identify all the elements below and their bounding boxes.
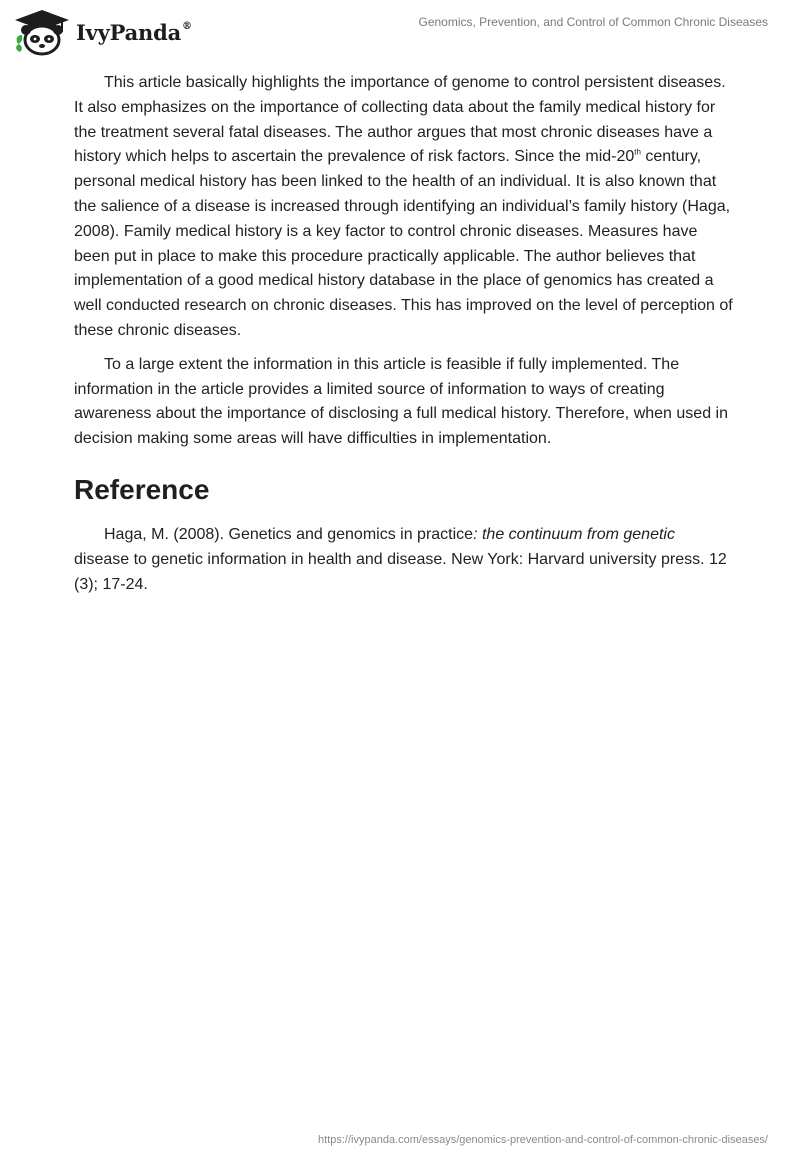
- brand-name: IvyPanda®: [76, 19, 192, 45]
- running-title: Genomics, Prevention, and Control of Common Chronic Diseases: [418, 15, 768, 29]
- paragraph-1: This article basically highlights the importance of genome to control persistent diseases. It also emphasizes on the importance of collecting data about the family medical history for the treatment several fatal diseases. The author argues that most chronic diseases have a history which helps to ascertain the prevalence of risk factors. Since the mid-20th century, personal medical history has been linked to the health of an individual. It is also known that the salience of a disease is increased through identifying an individual’s family history (Haga, 2008). Family medical history is a key factor to control chronic diseases. Measures have been put in place to make this procedure practically applicable. The author believes that implementation of a good medical history database in the place of genomics has created a well conducted research on chronic diseases. This has improved on the level of perception of these chronic diseases.: [74, 74, 733, 339]
- page-header: [0, 0, 800, 60]
- footer-url[interactable]: https://ivypanda.com/essays/genomics-prevention-and-control-of-common-chronic-diseases/: [318, 1134, 768, 1146]
- registered-mark: ®: [182, 20, 192, 32]
- reference-italic-title: : the continuum from genetic: [473, 525, 675, 543]
- essay-content: [74, 71, 734, 606]
- panda-graduate-icon: [14, 8, 70, 56]
- paragraph-2: To a large extent the information in this article is feasible if fully implemented. The information in the article provides a limited source of information to ways of creating awareness about the importance of disclosing a full medical history. Therefore, when used in decision making some areas will have difficulties in implementation.: [74, 355, 728, 448]
- reference-entry: Haga, M. (2008). Genetics and genomics in practice: the continuum from genetic disease to genetic information in health and disease. New York: Harvard university press. 12 (3); 17-24.: [74, 525, 727, 593]
- ivypanda-logo[interactable]: [14, 8, 192, 56]
- superscript-th: th: [634, 148, 641, 158]
- reference-heading: Reference: [74, 473, 210, 505]
